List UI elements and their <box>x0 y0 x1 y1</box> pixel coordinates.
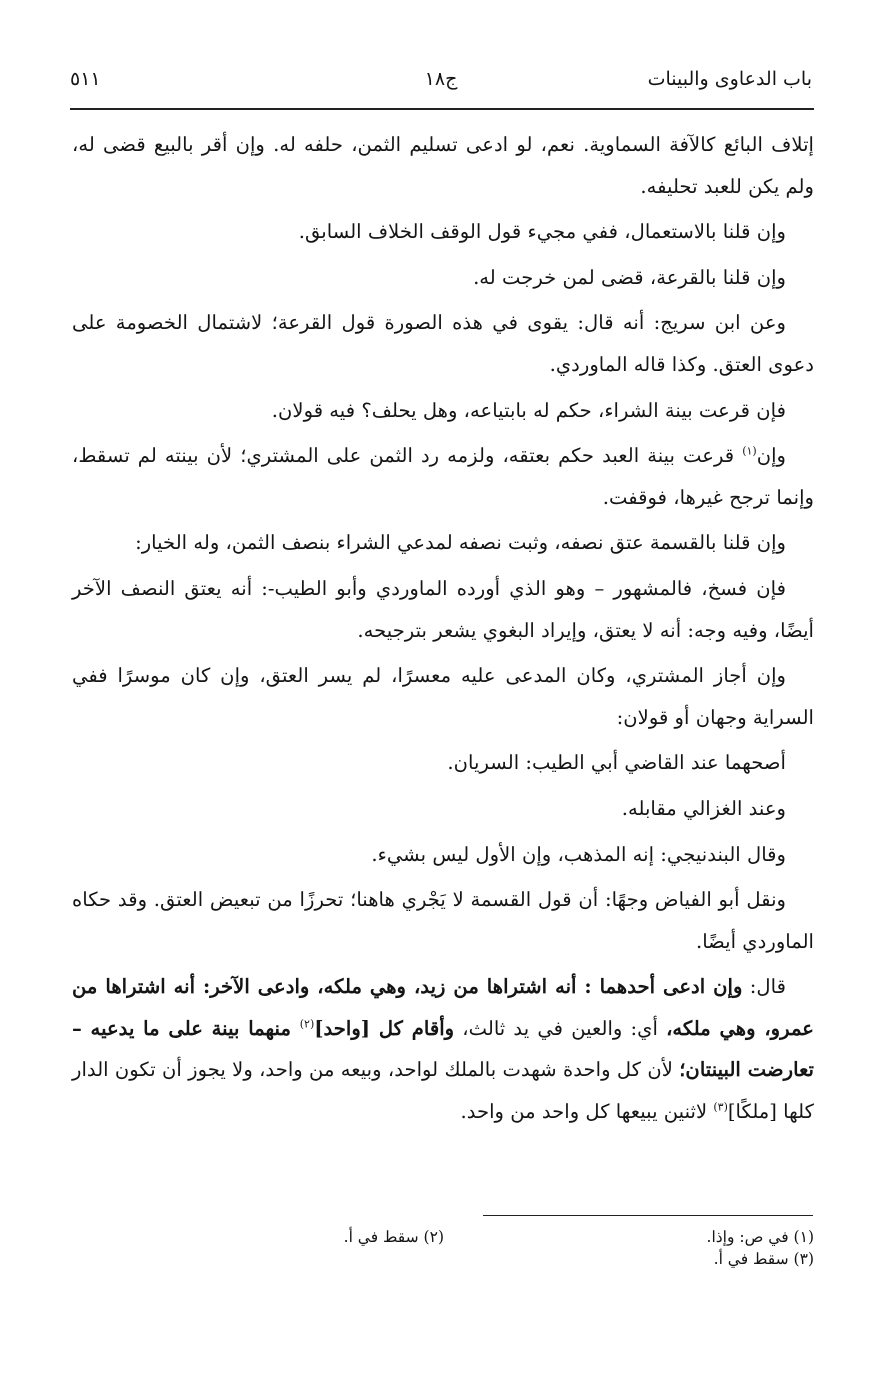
paragraph: وقال البندنيجي: إنه المذهب، وإن الأول ليس بشيء. <box>371 842 786 866</box>
paragraph <box>72 435 814 518</box>
matn-text: منهما بينة على ما يدعيه – تعارضت البينتان؛ <box>72 1016 814 1082</box>
footnote-marker: (٢) <box>299 1017 315 1031</box>
footnote-row <box>72 1226 814 1248</box>
matn-text: وأقام كل [واحد] <box>314 1016 455 1040</box>
paragraph: أصحهما عند القاضي أبي الطيب: السريان. <box>447 751 786 775</box>
paragraph: إتلاف البائع كالآفة السماوية. نعم، لو ادعى تسليم الثمن، حلفه له. وإن أقر بالبيع قضى له، ولم يكن للعبد تحليفه. <box>72 133 814 198</box>
paragraph-text: قال: <box>742 975 786 999</box>
paragraph: وإن قلنا بالقسمة عتق نصفه، وثبت نصفه لمدعي الشراء بنصف الثمن، وله الخيار: <box>135 531 786 555</box>
footnote-number: (١) <box>793 1228 814 1246</box>
paragraph-text: أي: والعين في يد ثالث، <box>454 1016 667 1040</box>
paragraph-text: لاثنين يبيعها كل واحد من واحد. <box>460 1100 714 1124</box>
paragraph: وعند الغزالي مقابله. <box>621 796 786 820</box>
chapter-title: باب الدعاوى والبينات <box>647 68 812 90</box>
matn-text: وإن ادعى أحدهما : أنه اشتراها من زيد، وهي ملكه، وادعى الآخر: أنه اشتراها من عمرو، وهي ملكه، <box>72 975 814 1040</box>
running-header <box>70 64 812 102</box>
footnote-text: سقط في أ. <box>343 1228 419 1246</box>
paragraph: ونقل أبو الفياض وجهًا: أن قول القسمة لا يَجْري هاهنا؛ تحرزًا من تبعيض العتق. وقد حكاه الماوردي أيضًا. <box>72 888 814 953</box>
paragraph: وعن ابن سريج: أنه قال: يقوى في هذه الصورة قول القرعة؛ لاشتمال الخصومة على دعوى العتق. وكذا قاله الماوردي. <box>72 311 814 376</box>
volume-label: ج١٨ <box>424 68 458 90</box>
paragraph: وإن أجاز المشتري، وكان المدعى عليه معسرًا، لم يسر العتق، وإن كان موسرًا ففي السراية وجهان أو قولان: <box>72 664 814 729</box>
footnote-1 <box>707 1226 814 1248</box>
footnote-number: (٢) <box>423 1228 444 1246</box>
footnote-marker: (٣) <box>713 1100 728 1114</box>
header-divider <box>70 108 814 110</box>
paragraph-text: وإن <box>756 444 786 468</box>
paragraph: وإن قلنا بالاستعمال، ففي مجيء قول الوقف الخلاف السابق. <box>298 220 786 244</box>
footnote-number: (٣) <box>793 1250 814 1268</box>
footnote-3 <box>714 1248 814 1270</box>
main-text <box>72 124 814 1137</box>
footnote-row <box>72 1248 814 1270</box>
footnotes <box>72 1226 814 1270</box>
footnote-text: في ص: وإذا. <box>706 1228 789 1246</box>
page-number: ٥١١ <box>70 68 101 90</box>
paragraph-text: قرعت بينة العبد حكم بعتقه، ولزمه رد الثمن على المشتري؛ لأن بينته لم تسقط، وإنما ترجح غيرها، فوقفت. <box>72 444 814 509</box>
footnote-text: سقط في أ. <box>713 1250 789 1268</box>
paragraph-text: لأن كل واحدة شهدت بالملك لواحد، وبيعه من واحد، ولا يجوز أن تكون الدار كلها [ملكًا] <box>72 1058 814 1124</box>
footnote-2 <box>344 1226 444 1248</box>
paragraph: وإن قلنا بالقرعة، قضى لمن خرجت له. <box>473 265 786 289</box>
footnote-marker: (١) <box>742 444 757 458</box>
paragraph: فإن فسخ، فالمشهور – وهو الذي أورده الماوردي وأبو الطيب-: أنه يعتق النصف الآخر أيضًا، وفيه وجه: أنه لا يعتق، وإيراد البغوي يشعر بترجيحه. <box>72 576 814 642</box>
footnote-divider <box>483 1215 813 1216</box>
matn-paragraph <box>72 966 814 1132</box>
paragraph: فإن قرعت بينة الشراء، حكم له بابتياعه، وهل يحلف؟ فيه قولان. <box>271 398 786 422</box>
